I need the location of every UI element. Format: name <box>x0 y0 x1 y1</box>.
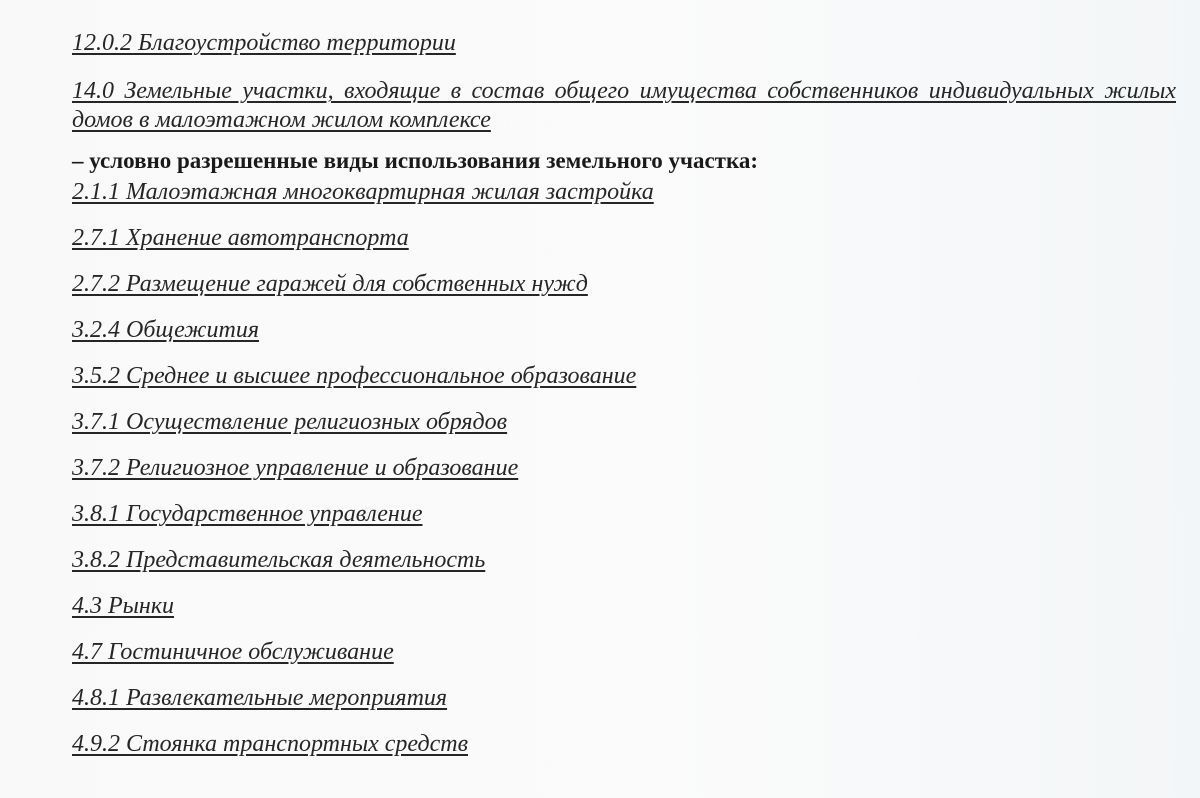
land-use-item: 2.7.2 Размещение гаражей для собственных нужд <box>72 271 588 297</box>
land-use-item: 3.8.2 Представительская деятельность <box>72 547 486 573</box>
document-body <box>72 28 1176 759</box>
land-use-item: 3.2.4 Общежития <box>72 317 259 343</box>
land-use-item: 14.0 Земельные участки, входящие в состав общего имущества собственников индивидуальных жилых домов в малоэтажном жилом комплексе <box>72 78 1176 133</box>
conditional-uses-heading: – условно разрешенные виды использования земельного участка: <box>72 148 759 173</box>
land-use-item: 3.5.2 Среднее и высшее профессиональное образование <box>72 363 637 389</box>
land-use-item: 3.8.1 Государственное управление <box>72 501 423 527</box>
land-use-item: 3.7.2 Религиозное управление и образование <box>72 455 519 481</box>
land-use-item: 4.9.2 Стоянка транспортных средств <box>72 731 469 757</box>
land-use-item: 12.0.2 Благоустройство территории <box>72 30 456 56</box>
land-use-item: 2.1.1 Малоэтажная многоквартирная жилая застройка <box>72 179 654 205</box>
land-use-item: 3.7.1 Осуществление религиозных обрядов <box>72 409 508 435</box>
land-use-item: 4.7 Гостиничное обслуживание <box>72 639 394 665</box>
conditional-uses-list <box>72 177 1176 759</box>
land-use-item: 4.8.1 Развлекательные мероприятия <box>72 685 448 711</box>
land-use-item: 4.3 Рынки <box>72 593 175 619</box>
land-use-item: 2.7.1 Хранение автотранспорта <box>72 225 409 251</box>
